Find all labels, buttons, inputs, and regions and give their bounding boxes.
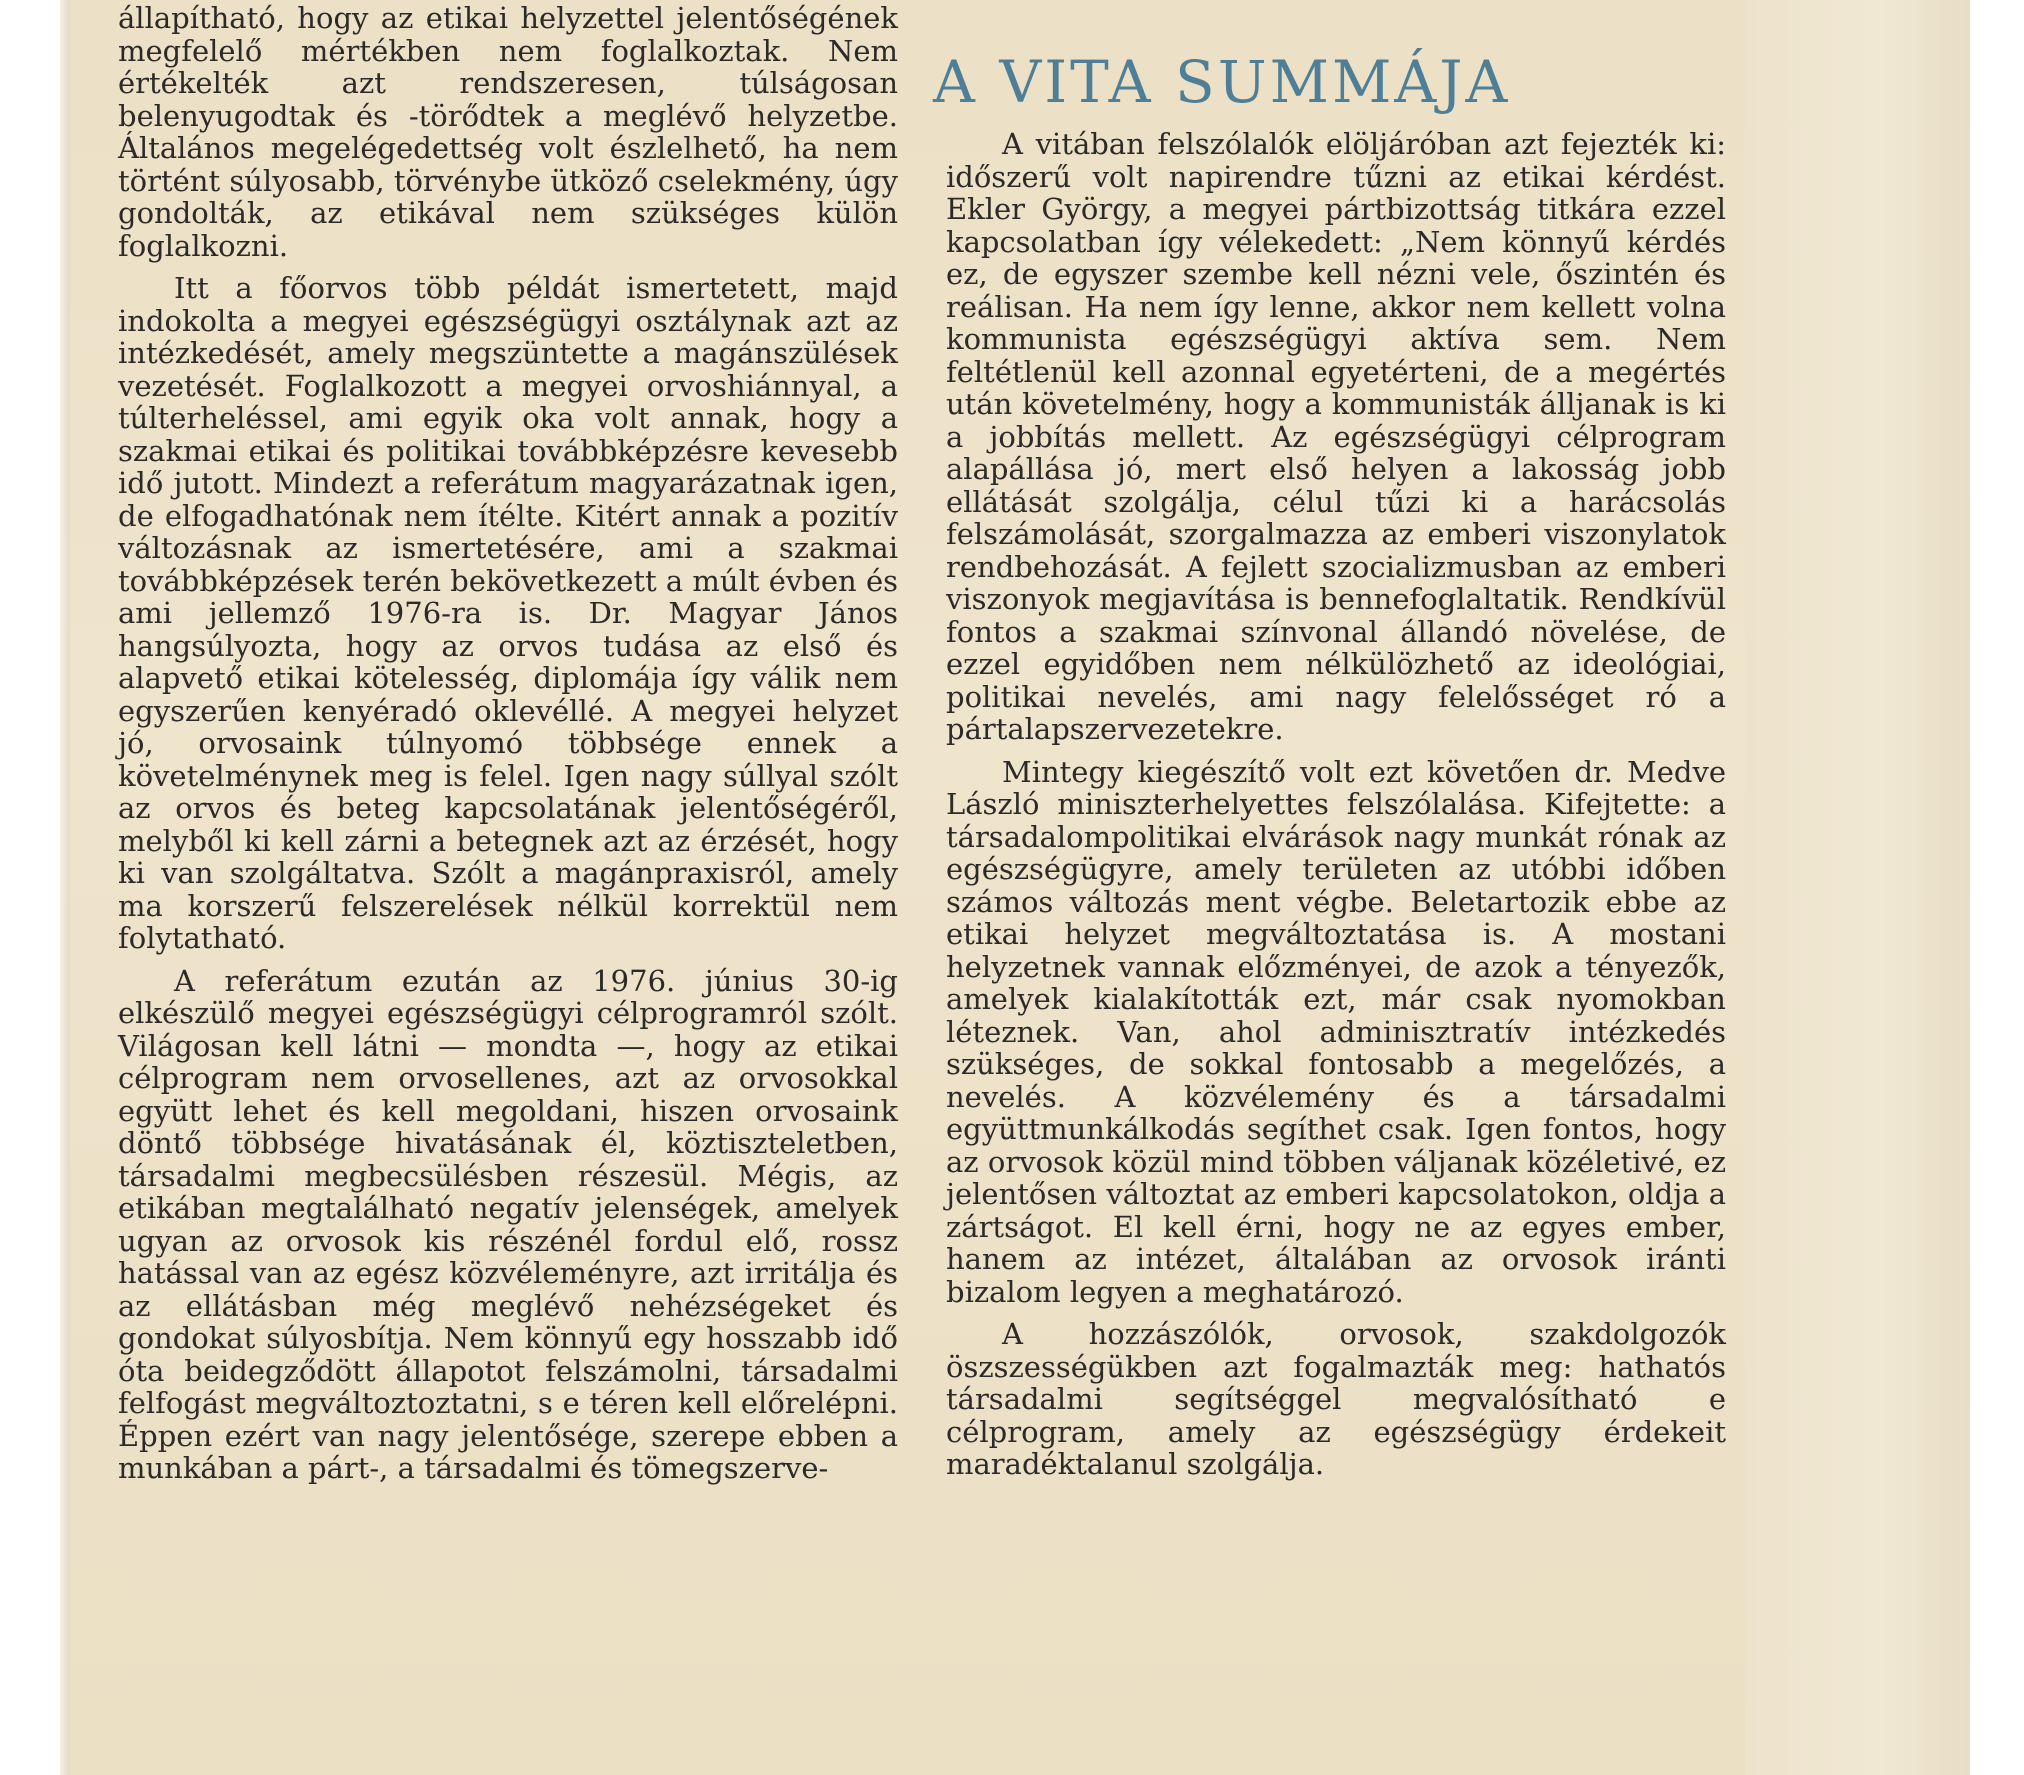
paragraph: A referátum ezután az 1976. június 30-ig elkészülő megyei egészségügyi célprogramról szólt. Világosan kell látni — mondta —, hogy az etikai célprogram nem orvosellenes, azt az orvosokkal együtt lehet és kell megoldani, hiszen orvosaink döntő többsége hivatásának él, köztiszteletben, társadalmi megbecsülésben részesül. Mégis, az etikában megtalálható negatív jelenségek, amelyek ugyan az orvosok kis részénél fordul elő, rossz hatással van az egész közvéleményre, azt irritálja és az ellátásban még meglévő nehézségeket és gondokat súlyosbítja. Nem könnyű egy hosszabb idő óta beidegződött állapotot felszámolni, társadalmi felfogást megváltoztoztatni, s e téren kell előrelépni. Éppen ezért van nagy jelentősége, szerepe ebben a munkában a párt-, a társadalmi és tömegszerve- — [118, 963, 898, 1485]
paragraph: A vitában felszólalók elöljáróban azt fejezték ki: időszerű volt napirendre tűzni az etikai kérdést. Ekler György, a megyei pártbizottság titkára ezzel kapcsolatban így vélekedett: „Nem könnyű kérdés ez, de egyszer szembe kell nézni vele, őszintén és reálisan. Ha nem így lenne, akkor nem kellett volna kommunista egészségügyi aktíva sem. Nem feltétlenül kell azonnal egyetérteni, de a megértés után követelmény, hogy a kommunisták álljanak is ki a jobbítás mellett. Az egészségügyi célprogram alapállása jó, mert első helyen a lakosság jobb ellátását szolgálja, célul tűzi ki a harácsolás felszámolását, szorgalmazza az emberi viszonylatok rendbehozását. A fejlett szocializmusban az emberi viszonyok megjavítása is bennefoglaltatik. Rendkívül fontos a szakmai színvonal állandó növelése, de ezzel egyidőben nem nélkülözhető az ideológiai, politikai nevelés, ami nagy felelősséget ró a pártalapszervezetekre. — [946, 127, 1726, 746]
left-column — [118, 2, 898, 1485]
paragraph: Mintegy kiegészítő volt ezt követően dr. Medve László miniszterhelyettes felszólalása. Kifejtette: a társadalompolitikai elvárások nagy munkát rónak az egészségügyre, amely területen az utóbbi időben számos változás ment végbe. Beletartozik ebbe az etikai helyzet megváltoztatása is. A mostani helyzetnek vannak előzményei, de azok a tényezők, amelyek kialakították ezt, már csak nyomokban léteznek. Van, ahol adminisztratív intézkedés szükséges, de sokkal fontosabb a megelőzés, a nevelés. A közvélemény és a társadalmi együttmunkálkodás segíthet csak. Igen fontos, hogy az orvosok közül mind többen váljanak közéletivé, ez jelentősen változtat az emberi kapcsolatokon, oldja a zártságot. El kell érni, hogy ne az egyes ember, hanem az intézet, általában az orvosok iránti bizalom legyen a meghatározó. — [946, 754, 1726, 1309]
paragraph: A hozzászólók, orvosok, szakdolgozók öszszességükben azt fogalmazták meg: hathatós társadalmi segítséggel megvalósítható e célprogram, amely az egészségügy érdekeit maradéktalanul szolgálja. — [946, 1317, 1726, 1481]
paragraph: állapítható, hogy az etikai helyzettel jelentőségének megfelelő mértékben nem foglalkoztak. Nem értékelték azt rendszeresen, túlságosan belenyugodtak és -törődtek a meglévő helyzetbe. Általános megelégedettség volt észlelhető, ha nem történt súlyosabb, törvénybe ütköző cselekmény, úgy gondolták, az etikával nem szükséges külön foglalkozni. — [118, 1, 898, 263]
right-column — [946, 128, 1726, 1481]
clipping-edge — [60, 0, 70, 1775]
article-headline: A VITA SUMMÁJA — [933, 48, 1511, 116]
adjacent-column-strip — [1745, 0, 1970, 1775]
paragraph: Itt a főorvos több példát ismertetett, majd indokolta a megyei egészségügyi osztálynak azt az intézkedését, amely megszüntette a magánszülések vezetését. Foglalkozott a megyei orvoshiánnyal, a túlterheléssel, ami egyik oka volt annak, hogy a szakmai etikai és politikai továbbképzésre kevesebb idő jutott. Mindezt a referátum magyarázatnak igen, de elfogadhatónak nem ítélte. Kitért annak a pozitív változásnak az ismertetésére, ami a szakmai továbbképzések terén bekövetkezett a múlt évben és ami jellemző 1976-ra is. Dr. Magyar János hangsúlyozta, hogy az orvos tudása az első és alapvető etikai kötelesség, diplomája így válik nem egyszerűen kenyéradó oklevéllé. A megyei helyzet jó, orvosaink túlnyomó többsége ennek a követelménynek meg is felel. Igen nagy súllyal szólt az orvos és beteg kapcsolatának jelentőségéről, melyből ki kell zárni a betegnek azt az érzését, hogy ki van szolgáltatva. Szólt a magánpraxisról, amely ma korszerű felszerelések nélkül korrektül nem folytatható. — [118, 271, 898, 955]
